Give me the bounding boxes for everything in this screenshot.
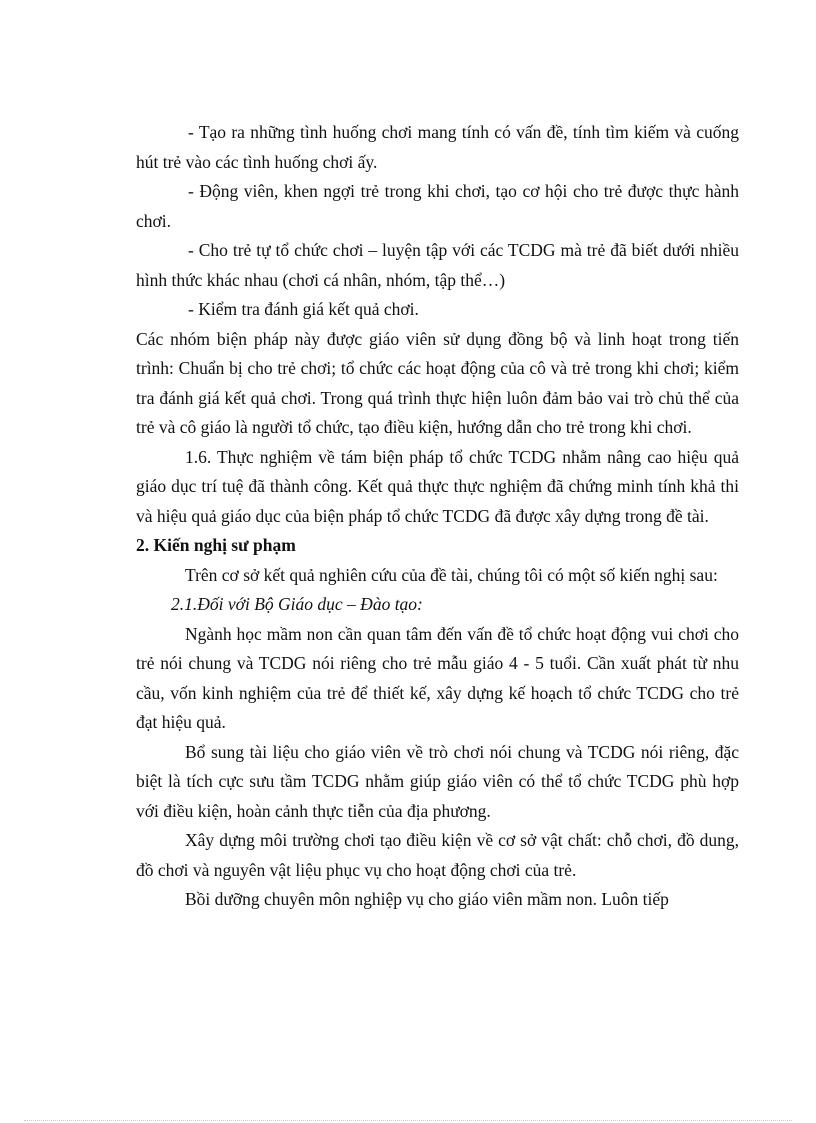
paragraph-preschool-sector: Ngành học mầm non cần quan tâm đến vấn đề tổ chức hoạt động vui chơi cho trẻ nói chung và TCDG nói riêng cho trẻ mẫu giáo 4 - 5 tuổi. Cần xuất phát từ nhu cầu, vốn kinh nghiệm của trẻ để thiết kế, xây dựng kế hoạch tổ chức TCDG cho trẻ đạt hiệu quả. [136, 623, 739, 732]
paragraph-teacher-training: Bồi dưỡng chuyên môn nghiệp vụ cho giáo viên mầm non. Luôn tiếp [185, 889, 669, 909]
paragraph-bullet-evaluate: - Kiểm tra đánh giá kết quả chơi. [188, 299, 419, 319]
paragraph-supplement-materials: Bổ sung tài liệu cho giáo viên về trò chơi nói chung và TCDG nói riêng, đặc biệt là tích cực sưu tầm TCDG nhằm giúp giáo viên có thể tổ chức TCDG phù hợp với điều kiện, hoàn cảnh thực tiễn của địa phương. [136, 741, 739, 821]
paragraph-recommendation-intro: Trên cơ sở kết quả nghiên cứu của đề tài, chúng tôi có một số kiến nghị sau: [185, 564, 718, 585]
document-page [136, 118, 739, 915]
paragraph-bullet-self-organize: - Cho trẻ tự tổ chức chơi – luyện tập với các TCDG mà trẻ đã biết dưới nhiều hình thức khác nhau (chơi cá nhân, nhóm, tập thể…) [136, 240, 739, 290]
subsection-heading-ministry: 2.1.Đối với Bộ Giáo dục – Đào tạo: [171, 594, 423, 614]
paragraph-play-environment: Xây dựng môi trường chơi tạo điều kiện về cơ sở vật chất: chỗ chơi, đồ dung, đồ chơi và nguyên vật liệu phục vụ cho hoạt động chơi của trẻ. [136, 830, 739, 880]
section-heading-recommendations: 2. Kiến nghị sư phạm [136, 535, 296, 555]
paragraph-experiment-result: 1.6. Thực nghiệm về tám biện pháp tổ chức TCDG nhằm nâng cao hiệu quả giáo dục trí tuệ đã thành công. Kết quả thực thực nghiệm đã chứng minh tính khả thi và hiệu quả giáo dục của biện pháp tổ chức TCDG đã được xây dựng trong đề tài. [136, 446, 739, 526]
paragraph-measure-groups: Các nhóm biện pháp này được giáo viên sử dụng đồng bộ và linh hoạt trong tiến trình: Chuẩn bị cho trẻ chơi; tổ chức các hoạt động của cô và trẻ trong khi chơi; kiểm tra đánh giá kết quả chơi. Trong quá trình thực hiện luôn đảm bảo vai trò chủ thể của trẻ và cô giáo là người tổ chức, tạo điều kiện, hướng dẫn cho trẻ trong khi chơi. [136, 328, 739, 437]
paragraph-bullet-situations: - Tạo ra những tình huống chơi mang tính có vấn đề, tính tìm kiếm và cuống hút trẻ vào các tình huống chơi ấy. [136, 122, 739, 172]
page-bottom-divider [24, 1120, 792, 1121]
paragraph-bullet-encourage: - Động viên, khen ngợi trẻ trong khi chơi, tạo cơ hội cho trẻ được thực hành chơi. [136, 181, 739, 231]
